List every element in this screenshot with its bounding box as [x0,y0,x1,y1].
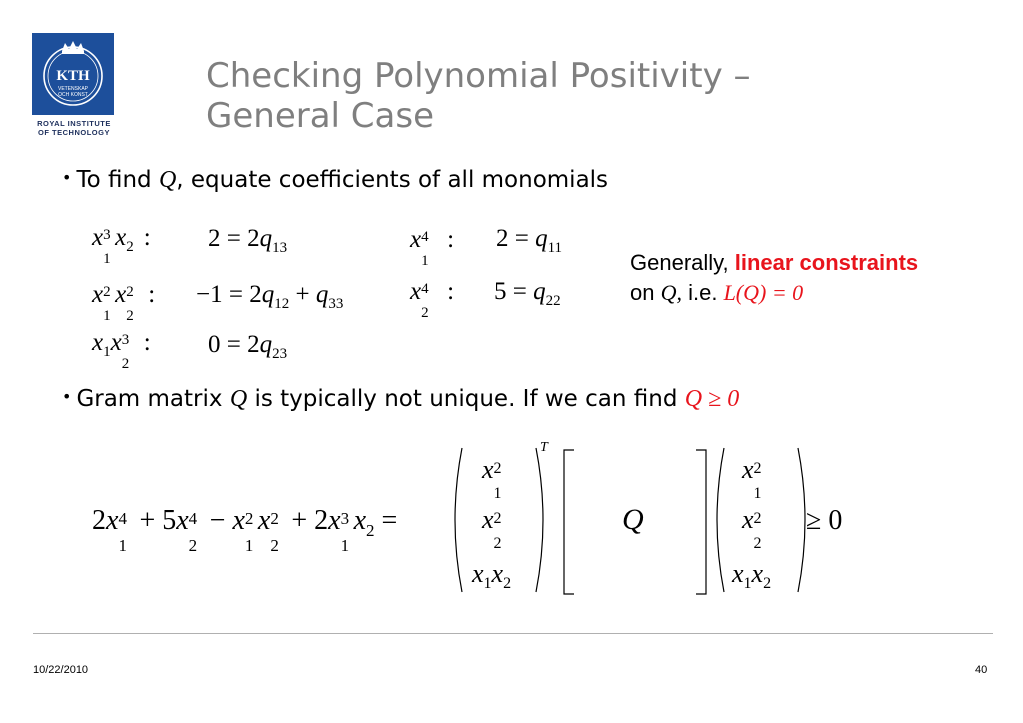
vector-entry-x2sq-right: x 2 2 [742,505,762,552]
kth-logo [32,33,114,115]
note-expr: L(Q) = 0 [723,280,804,305]
svg-text:VETENSKAP: VETENSKAP [57,86,89,92]
vector-entry-x1sq: x 2 1 [482,455,502,502]
footer-rule [33,633,993,634]
note-on: on [630,280,661,305]
svg-text:OCH KONST: OCH KONST [58,92,88,98]
monomial-x1cube-x2: x 3 1 $x_2$ : [92,224,151,267]
vector-entry-x1x2-right: $x_1x_2$ [732,559,772,592]
bullet-2-var: Q [229,386,248,412]
institution-line-2: OF TECHNOLOGY [38,128,110,137]
note-highlight: linear constraints [734,250,919,275]
bullet-dot: • [62,168,72,187]
equation-q12-q33: $-1 = 2q_{12} + q_{33}$ [196,281,344,312]
equation-q23: $0 = 2q_{23}$ [208,331,288,362]
bullet-2-rest: is typically not unique. If we can find [247,386,685,412]
note-var: Q, [660,280,682,305]
note-text: Generally, [630,250,735,275]
monomial-x2-fourth: x 4 2 : [410,278,455,321]
polynomial-lhs: 2x 4 1 + 5x 4 2 − x 2 1 x 2 2 + 2x 3 1 $x_2$ = [92,505,398,555]
monomial-x1-fourth: x 4 1 : [410,226,455,269]
bullet-1-var: Q [158,167,177,193]
bullet-1-text: To find [76,167,159,193]
bullet-1-rest: , equate coefficients of all monomials [176,167,609,193]
vector-entry-x1x2: $x_1x_2$ [472,559,512,592]
institution-line-1: ROYAL INSTITUTE [37,119,111,128]
vector-entry-x2sq: x 2 2 [482,505,502,552]
logo-text: KTH [56,68,90,84]
equation-q22: $5 = q_{22}$ [494,278,561,309]
kth-crest-icon [32,33,114,115]
equation-q11: $2 = q_{11}$ [496,225,563,256]
note-ie: i.e. [681,280,724,305]
nonnegativity-symbol: ≥ 0 [806,505,843,536]
transpose-symbol: T [540,440,548,455]
vector-entry-x1sq-right: x 2 1 [742,455,762,502]
title-line-2: General Case [206,96,435,136]
monomial-x1sq-x2sq: x 2 1 x 2 2 : [92,281,156,324]
bullet-dot: • [62,387,72,406]
bullet-1 [62,167,608,194]
bullet-2-text: Gram matrix [76,386,230,412]
footer-date: 10/22/2010 [33,664,89,676]
bullet-2-condition: Q ≥ 0 [684,386,740,412]
slide-title [206,56,946,136]
monomial-x1-x2cube: $x_1x$ 3 2 : [92,329,151,372]
linear-constraints-note [630,248,918,308]
gram-matrix-q: Q [622,503,644,536]
institution-name [26,119,122,137]
equation-q13: $2 = 2q_{13}$ [208,225,288,256]
bullet-2 [62,386,739,413]
title-line-1: Checking Polynomial Positivity – [206,56,751,96]
page-number: 40 [975,664,988,676]
